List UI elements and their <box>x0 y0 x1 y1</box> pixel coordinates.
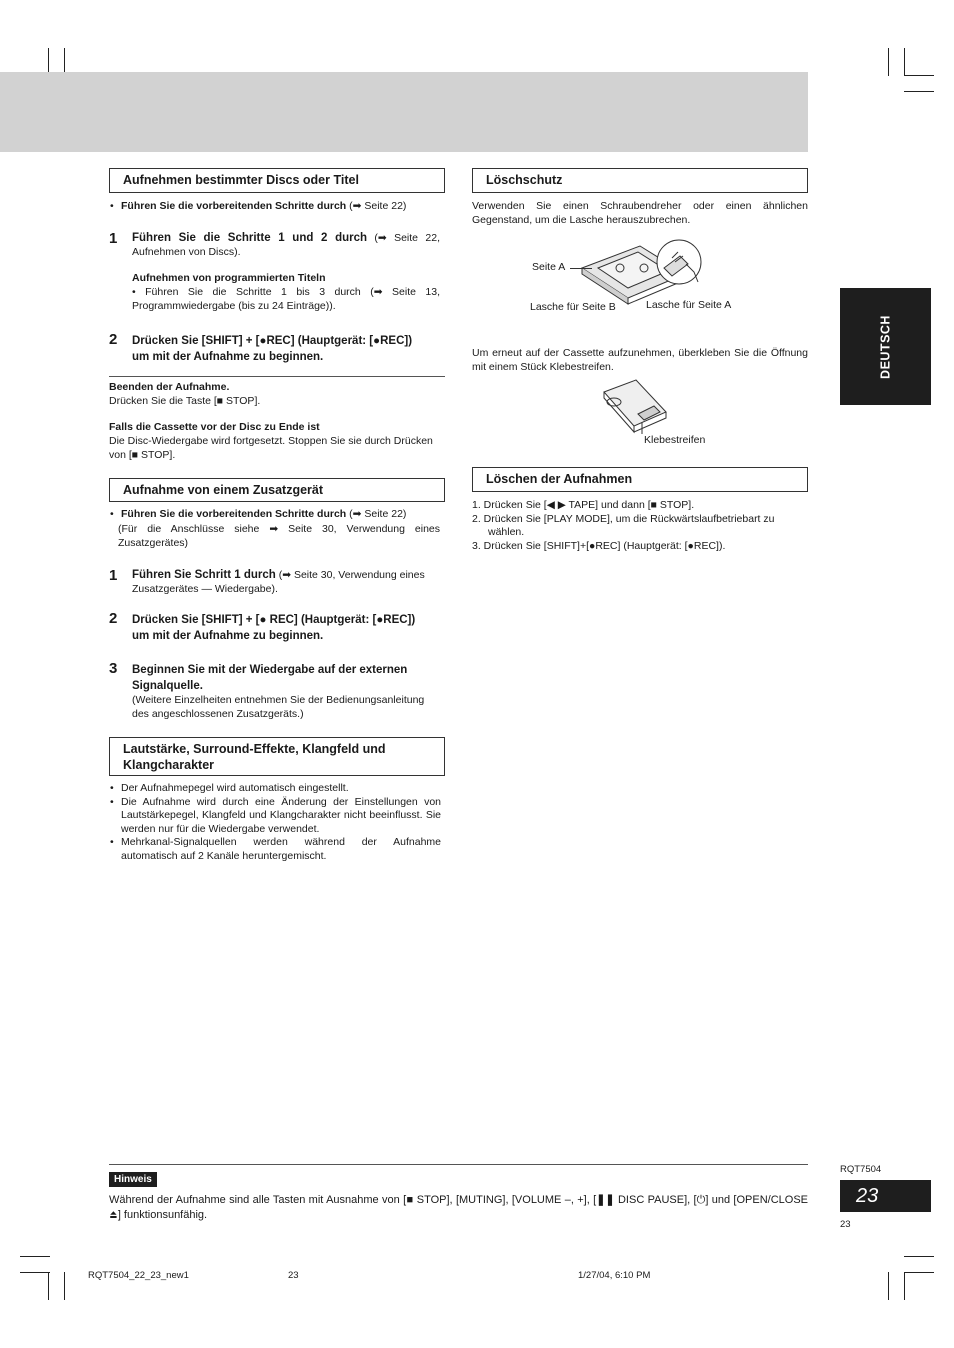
step-1-ref: Seite 30, Verwendung eines Zusatzgerätes — Wiedergabe). <box>132 569 425 595</box>
prog-text: • Führen Sie die Schritte 1 bis 3 durch (➡ Seite 13, Programmwiedergabe (bis zu 24 Einträge)). <box>132 286 441 312</box>
end-text-part: Drücken Sie die Taste [ <box>109 395 217 407</box>
section-title-protection: Löschschutz <box>472 168 808 193</box>
step-1-text: Führen Sie Schritt 1 durch (➡ Seite 30, Verwendung eines Zusatzgerätes — Wiedergabe). <box>132 569 425 595</box>
label-tab-a: Lasche für Seite A <box>646 299 732 311</box>
stop-square-icon: ■ <box>406 1194 414 1206</box>
page-number-small: 23 <box>840 1219 851 1230</box>
prep-ref: Seite 22) <box>364 508 407 520</box>
language-tab <box>840 288 931 405</box>
section-title-external: Aufnahme von einem Zusatzgerät <box>109 478 445 502</box>
rec-dot-icon: ● <box>376 614 384 626</box>
page-number-box <box>840 1180 931 1212</box>
list-item <box>472 540 808 554</box>
label-side-a: Seite A <box>532 261 566 273</box>
step-2-part: um mit der Aufnahme zu beginnen. <box>132 630 324 642</box>
doc-code: RQT7504 <box>840 1164 882 1175</box>
step-2-text <box>132 333 442 365</box>
step-number: 3 <box>109 660 118 677</box>
list-item: • Die Aufnahme wird durch eine Änderung der Einstellungen von Lautstärkepegel, Klangfeld und Klangcharakter nicht beeinflusst. Sie werden nur für die Wiedergabe verwendet. <box>109 796 441 837</box>
arrow-right-icon: ➡ <box>377 232 387 244</box>
label-tape: Klebestreifen <box>644 434 706 446</box>
arrow-right-icon: ➡ <box>269 523 279 535</box>
language-label: DEUTSCH <box>877 314 892 379</box>
step-number: 1 <box>109 567 118 584</box>
section-title-erase: Löschen der Aufnahmen <box>472 467 808 492</box>
end-title: Beenden der Aufnahme. <box>109 381 230 393</box>
leader-line <box>570 268 592 269</box>
erase-step-part: REC]). <box>693 539 726 552</box>
tape-illustration <box>600 378 670 438</box>
list-item: 2. Drücken Sie [PLAY MODE], um die Rückwärtslaufbetriebart zu wählen. <box>472 512 775 538</box>
hinweis-part: Während der Aufnahme sind alle Tasten mit Ausnahme von [ <box>109 1194 407 1206</box>
section-title-record-discs: Aufnehmen bestimmter Discs oder Titel <box>109 168 445 193</box>
prep-bullet-text: Führen Sie die vorbereitenden Schritte durch <box>121 200 347 212</box>
step-1-bold: Führen Sie die Schritte 1 und 2 durch <box>132 232 368 244</box>
prog-title: Aufnehmen von programmierten Titeln <box>132 272 326 284</box>
end-text-part: STOP]. <box>223 395 261 407</box>
stop-square-icon: ■ <box>216 395 224 407</box>
rec-dot-icon: ● <box>259 614 267 626</box>
step-3-bold: Beginnen Sie mit der Wiedergabe auf der externen Signalquelle. <box>132 664 408 692</box>
prep-bullet-text: Führen Sie die vorbereitenden Schritte durch <box>121 508 347 520</box>
erase-step-part: 1. Drücken Sie [ <box>472 499 547 511</box>
step-2-part: REC] (Hauptgerät: [ <box>266 614 377 626</box>
divider <box>109 376 445 377</box>
end-text <box>109 395 445 409</box>
step-number: 2 <box>109 331 118 348</box>
erase-step-part: TAPE] und dann [ <box>565 499 651 511</box>
cassette-text <box>109 435 445 462</box>
hinweis-part: ] funktionsunfähig. <box>117 1209 208 1221</box>
pause-icon: ❚❚ <box>596 1194 615 1206</box>
prog-ref: Seite 13, Programmwiedergabe (bis zu 24 Einträge)). <box>132 286 441 312</box>
arrow-right-icon: ➡ <box>373 286 383 298</box>
arrow-right-icon: ➡ <box>352 508 362 520</box>
play-icon: ▶ <box>557 499 566 511</box>
volume-bullets <box>109 782 441 863</box>
arrow-right-icon: ➡ <box>352 200 362 212</box>
hinweis-label: Hinweis <box>109 1172 157 1187</box>
prog-text-main: Führen Sie die Schritte 1 bis 3 durch <box>145 286 361 298</box>
step-2-part: REC]) <box>383 614 416 626</box>
step-number: 2 <box>109 610 118 627</box>
erase-steps <box>472 499 808 553</box>
cassette-text-part: Die Disc-Wiedergabe wird fortgesetzt. Stoppen Sie sie durch Drücken von [ <box>109 435 433 461</box>
step-2-part: Drücken Sie [SHIFT] + [ <box>132 335 260 347</box>
rec-dot-icon: ● <box>687 539 694 552</box>
standby-icon: ⏻ <box>696 1194 706 1206</box>
step-1-text: Führen Sie die Schritte 1 und 2 durch (➡ Seite 22, Aufnehmen von Discs). <box>132 232 440 258</box>
erase-step-part: 3. Drücken Sie [SHIFT]+[ <box>472 539 589 552</box>
step-2-part: REC] (Hauptgerät: [ <box>266 335 374 347</box>
play-reverse-icon: ◀ <box>546 499 555 511</box>
cassette-text-part: STOP]. <box>138 448 176 461</box>
hinweis-text <box>109 1193 808 1223</box>
prep-ref: Seite 22) <box>364 200 407 212</box>
hinweis-part: DISC PAUSE], [ <box>614 1194 697 1206</box>
cassette-illustration <box>560 238 710 306</box>
step-3-text: (Weitere Einzelheiten entnehmen Sie der Bedienungsanleitung des angeschlossenen Zusatzgeräts.) <box>132 694 425 720</box>
rec-dot-icon: ● <box>373 335 381 347</box>
prep-sub-part: Seite 30, Verwendung eines Zusatzgerätes) <box>118 523 441 549</box>
file-page: 23 <box>288 1270 299 1281</box>
header-band <box>0 72 808 152</box>
list-item <box>472 499 808 513</box>
prep-bullet-1: • Führen Sie die vorbereitenden Schritte durch (➡ Seite 22) <box>109 200 441 214</box>
step-2-part: REC]) <box>380 335 413 347</box>
protection-text: Verwenden Sie einen Schraubendreher oder einen ähnlichen Gegenstand, um die Lasche herauszubrechen. <box>472 200 808 226</box>
step-2-part: um mit der Aufnahme zu beginnen. <box>132 351 324 363</box>
footer-divider <box>109 1164 808 1165</box>
stop-square-icon: ■ <box>131 448 139 461</box>
eject-icon: ⏏ <box>109 1209 118 1221</box>
prep-bullet-2: • Führen Sie die vorbereitenden Schritte durch (➡ Seite 22) <box>109 508 441 522</box>
label-tab-b: Lasche für Seite B <box>530 301 616 313</box>
rec-dot-icon: ● <box>589 539 596 552</box>
hinweis-part: ] und [OPEN/CLOSE <box>705 1194 809 1206</box>
arrow-right-icon: ➡ <box>282 569 292 581</box>
stop-square-icon: ■ <box>650 499 657 511</box>
rec-dot-icon: ● <box>259 335 267 347</box>
list-item: • Mehrkanal-Signalquellen werden während der Aufnahme automatisch auf 2 Kanäle heruntergemischt. <box>109 836 441 863</box>
step-1-ref: Seite 22, Aufnehmen von Discs). <box>132 232 440 258</box>
step-1-bold: Führen Sie Schritt 1 durch <box>132 569 276 581</box>
list-item: • Der Aufnahmepegel wird automatisch eingestellt. <box>109 782 441 796</box>
step-number: 1 <box>109 230 118 247</box>
cassette-title: Falls die Cassette vor der Disc zu Ende ist <box>109 421 320 433</box>
timestamp: 1/27/04, 6:10 PM <box>578 1270 651 1281</box>
erase-step-part: REC] (Hauptgerät: [ <box>595 539 688 552</box>
step-2-text <box>132 612 442 644</box>
hinweis-part: STOP], [MUTING], [VOLUME –, +], [ <box>413 1194 597 1206</box>
protection-text-2: Um erneut auf der Cassette aufzunehmen, überkleben Sie die Öffnung mit einem Stück Klebestreifen. <box>472 347 808 373</box>
prep-sub <box>118 523 440 550</box>
file-name: RQT7504_22_23_new1 <box>88 1270 189 1281</box>
step-2-part: Drücken Sie [SHIFT] + [ <box>132 614 260 626</box>
section-title-volume: Lautstärke, Surround-Effekte, Klangfeld und Klangcharakter <box>109 737 445 776</box>
erase-step-part: STOP]. <box>656 499 695 511</box>
page-number: 23 <box>856 1185 879 1207</box>
prep-sub-part: (Für die Anschlüsse siehe <box>118 523 260 535</box>
